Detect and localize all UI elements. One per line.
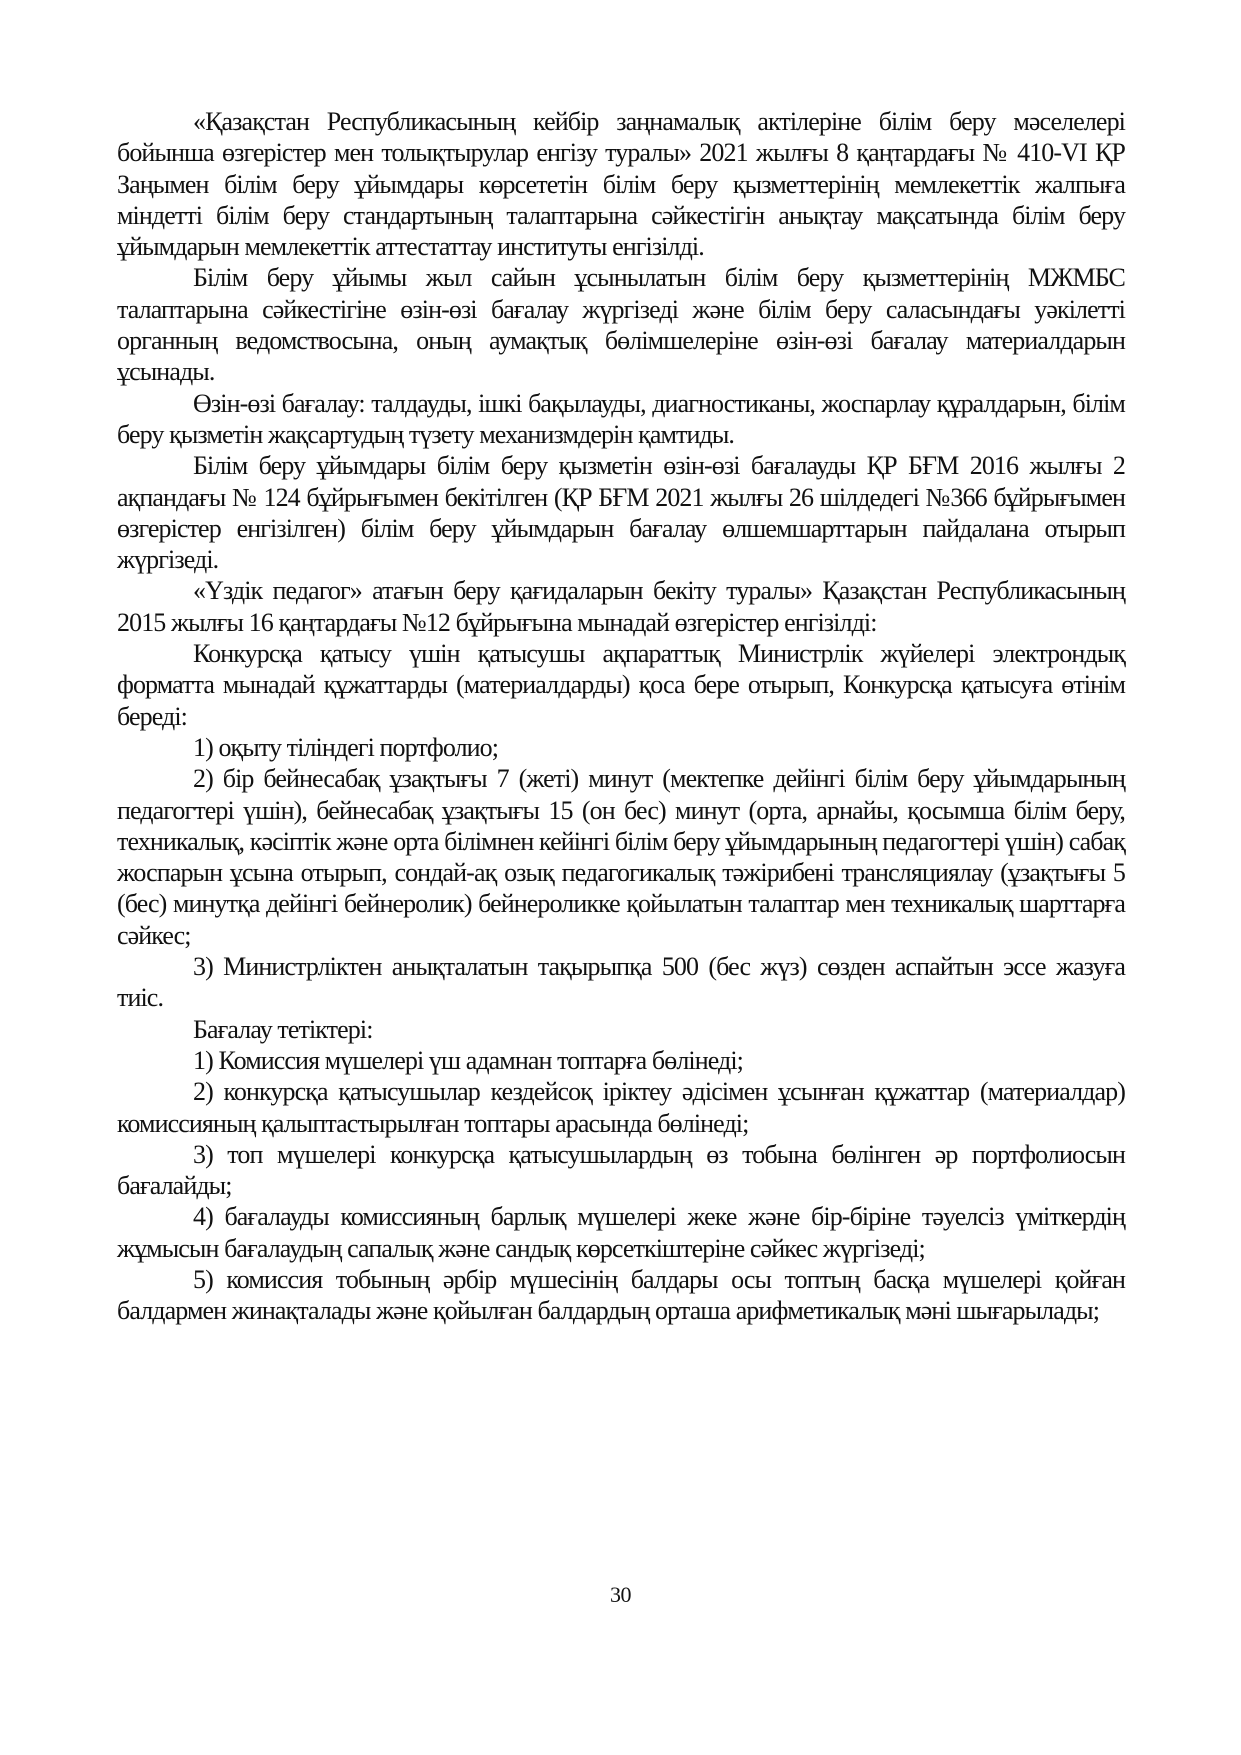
- list-item-essay: 3) Министрліктен анықталатын тақырыпқа 500 (бес жүз) сөзден аспайтын эссе жазуға тиіс.: [117, 952, 1125, 1013]
- page-number: 30: [610, 1582, 631, 1607]
- list-item-random-distribution: 2) конкурсқа қатысушылар кездейсоқ іріктеу әдісімен ұсынған құжаттар (материалдар) комиссияның қалыптастырылған топтары арасында бөлінеді;: [117, 1077, 1125, 1138]
- paragraph-assessment-criteria: Білім беру ұйымдары білім беру қызметін өзін-өзі бағалауды ҚР БҒМ 2016 жылғы 2 ақпандағы № 124 бұйрығымен бекітілген (ҚР БҒМ 2021 жылғы 26 шілдедегі №366 бұйрығымен өзгерістер енгізілген) білім беру ұйымдарын бағалау өлшемшарттарын пайдалана отырып жүргізеді.: [117, 451, 1125, 575]
- paragraph-self-assessment: Білім беру ұйымы жыл сайын ұсынылатын білім беру қызметтерінің МЖМБС талаптарына сәйкестігіне өзін-өзі бағалау жүргізеді және білім беру саласындағы уәкілетті органның ведомствосына, оның аумақтық бөлімшелеріне өзін-өзі бағалау материалдарын ұсынады.: [117, 263, 1125, 387]
- paragraph-self-assessment-scope: Өзін-өзі бағалау: талдауды, ішкі бақылауды, диагностиканы, жоспарлау құралдарын, білім беру қызметін жақсартудың түзету механизмдерін қамтиды.: [117, 388, 1125, 449]
- list-item-score-averaging: 5) комиссия тобының әрбір мүшесінің балдары осы топтың басқа мүшелері қойған балдармен жинақталады және қойылған балдардың орташа арифметикалық мәні шығарылады;: [117, 1264, 1125, 1326]
- list-item-video-lesson: 2) бір бейнесабақ ұзақтығы 7 (жеті) минут (мектепке дейінгі білім беру ұйымдарының педагогтері үшін), бейнесабақ ұзақтығы 15 (он бес) минут (орта, арнайы, қосымша білім беру, техникалық, кәсіптік және орта білімнен кейінгі білім беру ұйымдарының педагогтері үшін) сабақ жоспарын ұсына отырып, сондай-ақ озық педагогикалық тәжірибені трансляциялау (ұзақтығы 5 (бес) минутқа дейінгі бейнеролик) бейнероликке қойылатын талаптар мен техникалық шарттарға сәйкес;: [117, 764, 1125, 950]
- list-item-portfolio: 1) оқыту тіліндегі портфолио;: [193, 732, 499, 762]
- paragraph-best-teacher-order: «Үздік педагог» атағын беру қағидаларын бекіту туралы» Қазақстан Республикасының 2015 жылғы 16 қаңтардағы №12 бұйрығына мынадай өзгерістер енгізілді:: [117, 576, 1125, 637]
- list-item-portfolio-evaluation: 3) топ мүшелері конкурсқа қатысушылардың өз тобына бөлінген әр портфолиосын бағалайды;: [117, 1139, 1125, 1201]
- section-heading-assessment-mechanisms: Бағалау тетіктері:: [193, 1014, 373, 1044]
- list-item-independent-evaluation: 4) бағалауды комиссияның барлық мүшелері жеке және бір-біріне тәуелсіз үміткердің жұмысын бағалаудың сапалық және сандық көрсеткіштеріне сәйкес жүргізеді;: [117, 1202, 1125, 1263]
- paragraph-contest-application: Конкурсқа қатысу үшін қатысушы ақпараттық Министрлік жүйелері электрондық форматта мынадай құжаттарды (материалдарды) қоса бере отырып, Конкурсқа қатысуға өтінім береді:: [117, 639, 1125, 731]
- list-item-commission-groups: 1) Комиссия мүшелері үш адамнан топтарға бөлінеді;: [193, 1045, 744, 1075]
- document-body: [117, 106, 1125, 1327]
- paragraph-state-attestation: «Қазақстан Республикасының кейбір заңнамалық актілеріне білім беру мәселелері бойынша өзгерістер мен толықтырулар енгізу туралы» 2021 жылғы 8 қаңтардағы № 410-VI ҚР Заңымен білім беру ұйымдары көрсететін білім беру қызметтерінің мемлекеттік жалпыға міндетті білім беру стандартының талаптарына сәйкестігін анықтау мақсатында білім беру ұйымдарын мемлекеттік аттестаттау институты енгізілді.: [117, 107, 1125, 262]
